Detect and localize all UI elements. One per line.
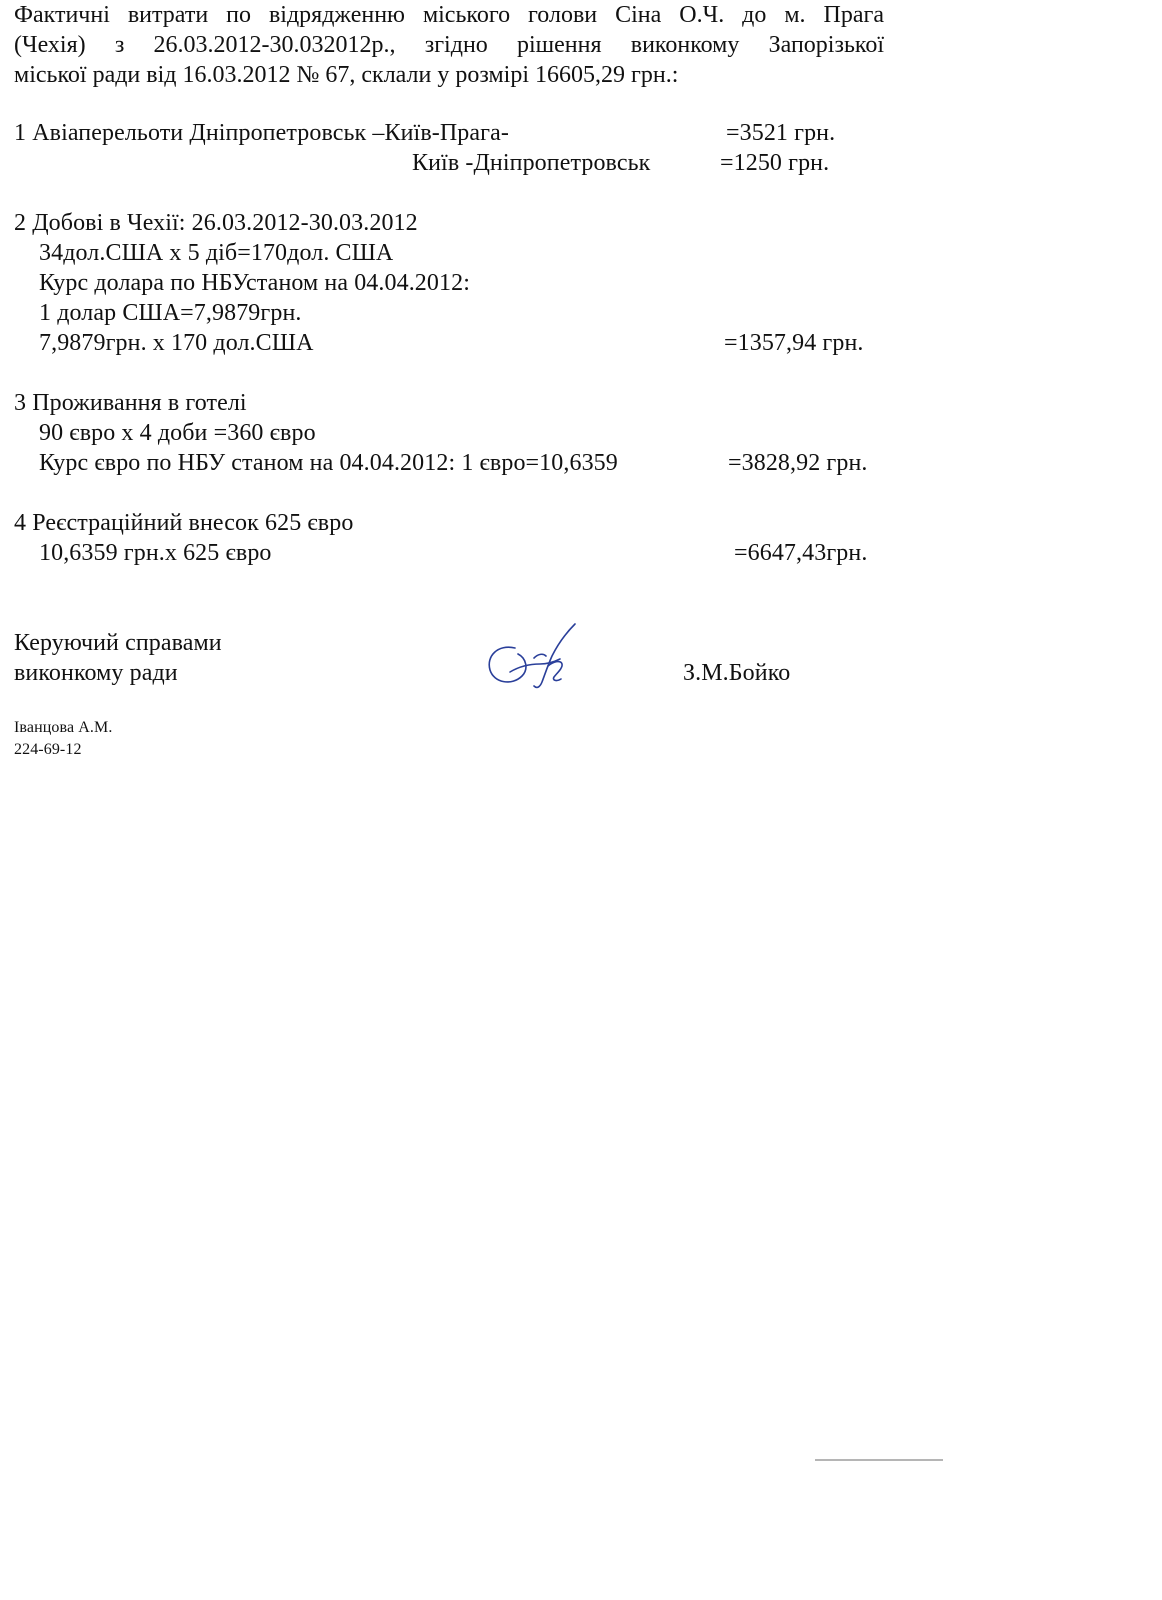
signature-icon — [482, 620, 582, 695]
item-4-line-1: 4 Реєстраційний внесок 625 євро — [14, 510, 354, 536]
item-3-amount: =3828,92 грн. — [728, 450, 868, 476]
item-1-amount-2: =1250 грн. — [720, 150, 830, 176]
item-1-line-2: Київ -Дніпропетровськ — [412, 150, 651, 176]
signoff-name: З.М.Бойко — [683, 660, 791, 686]
intro-line-1: Фактичні витрати по відрядженню міського голови Сіна О.Ч. до м. Прага — [14, 2, 884, 28]
signoff-position-line-2: виконкому ради — [14, 660, 178, 686]
item-2-amount: =1357,94 грн. — [724, 330, 864, 356]
executor-name: Іванцова А.М. — [14, 719, 113, 736]
item-2-line-4: 1 долар США=7,9879грн. — [39, 300, 302, 326]
intro-line-3: міської ради від 16.03.2012 № 67, склали у розмірі 16605,29 грн.: — [14, 62, 679, 88]
item-1-amount-1: =3521 грн. — [726, 120, 836, 146]
scan-artifact-line — [815, 1459, 943, 1461]
item-2-line-1: 2 Добові в Чехії: 26.03.2012-30.03.2012 — [14, 210, 418, 236]
item-3-line-1: 3 Проживання в готелі — [14, 390, 247, 416]
signoff-position-line-1: Керуючий справами — [14, 630, 222, 656]
item-4-line-2: 10,6359 грн.х 625 євро — [39, 540, 272, 566]
item-2-line-3: Курс долара по НБУстаном на 04.04.2012: — [39, 270, 470, 296]
item-2-line-5: 7,9879грн. х 170 дол.США — [39, 330, 314, 356]
intro-line-2: (Чехія) з 26.03.2012-30.032012р., згідно рішення виконкому Запорізької — [14, 32, 884, 58]
item-4-amount: =6647,43грн. — [734, 540, 868, 566]
item-3-line-2: 90 євро х 4 доби =360 євро — [39, 420, 316, 446]
item-1-line-1: 1 Авіаперельоти Дніпропетровськ –Київ-Прага- — [14, 120, 509, 146]
item-2-line-2: 34дол.США х 5 діб=170дол. США — [39, 240, 394, 266]
executor-phone: 224-69-12 — [14, 741, 82, 758]
item-3-line-3: Курс євро по НБУ станом на 04.04.2012: 1 євро=10,6359 — [39, 450, 618, 476]
